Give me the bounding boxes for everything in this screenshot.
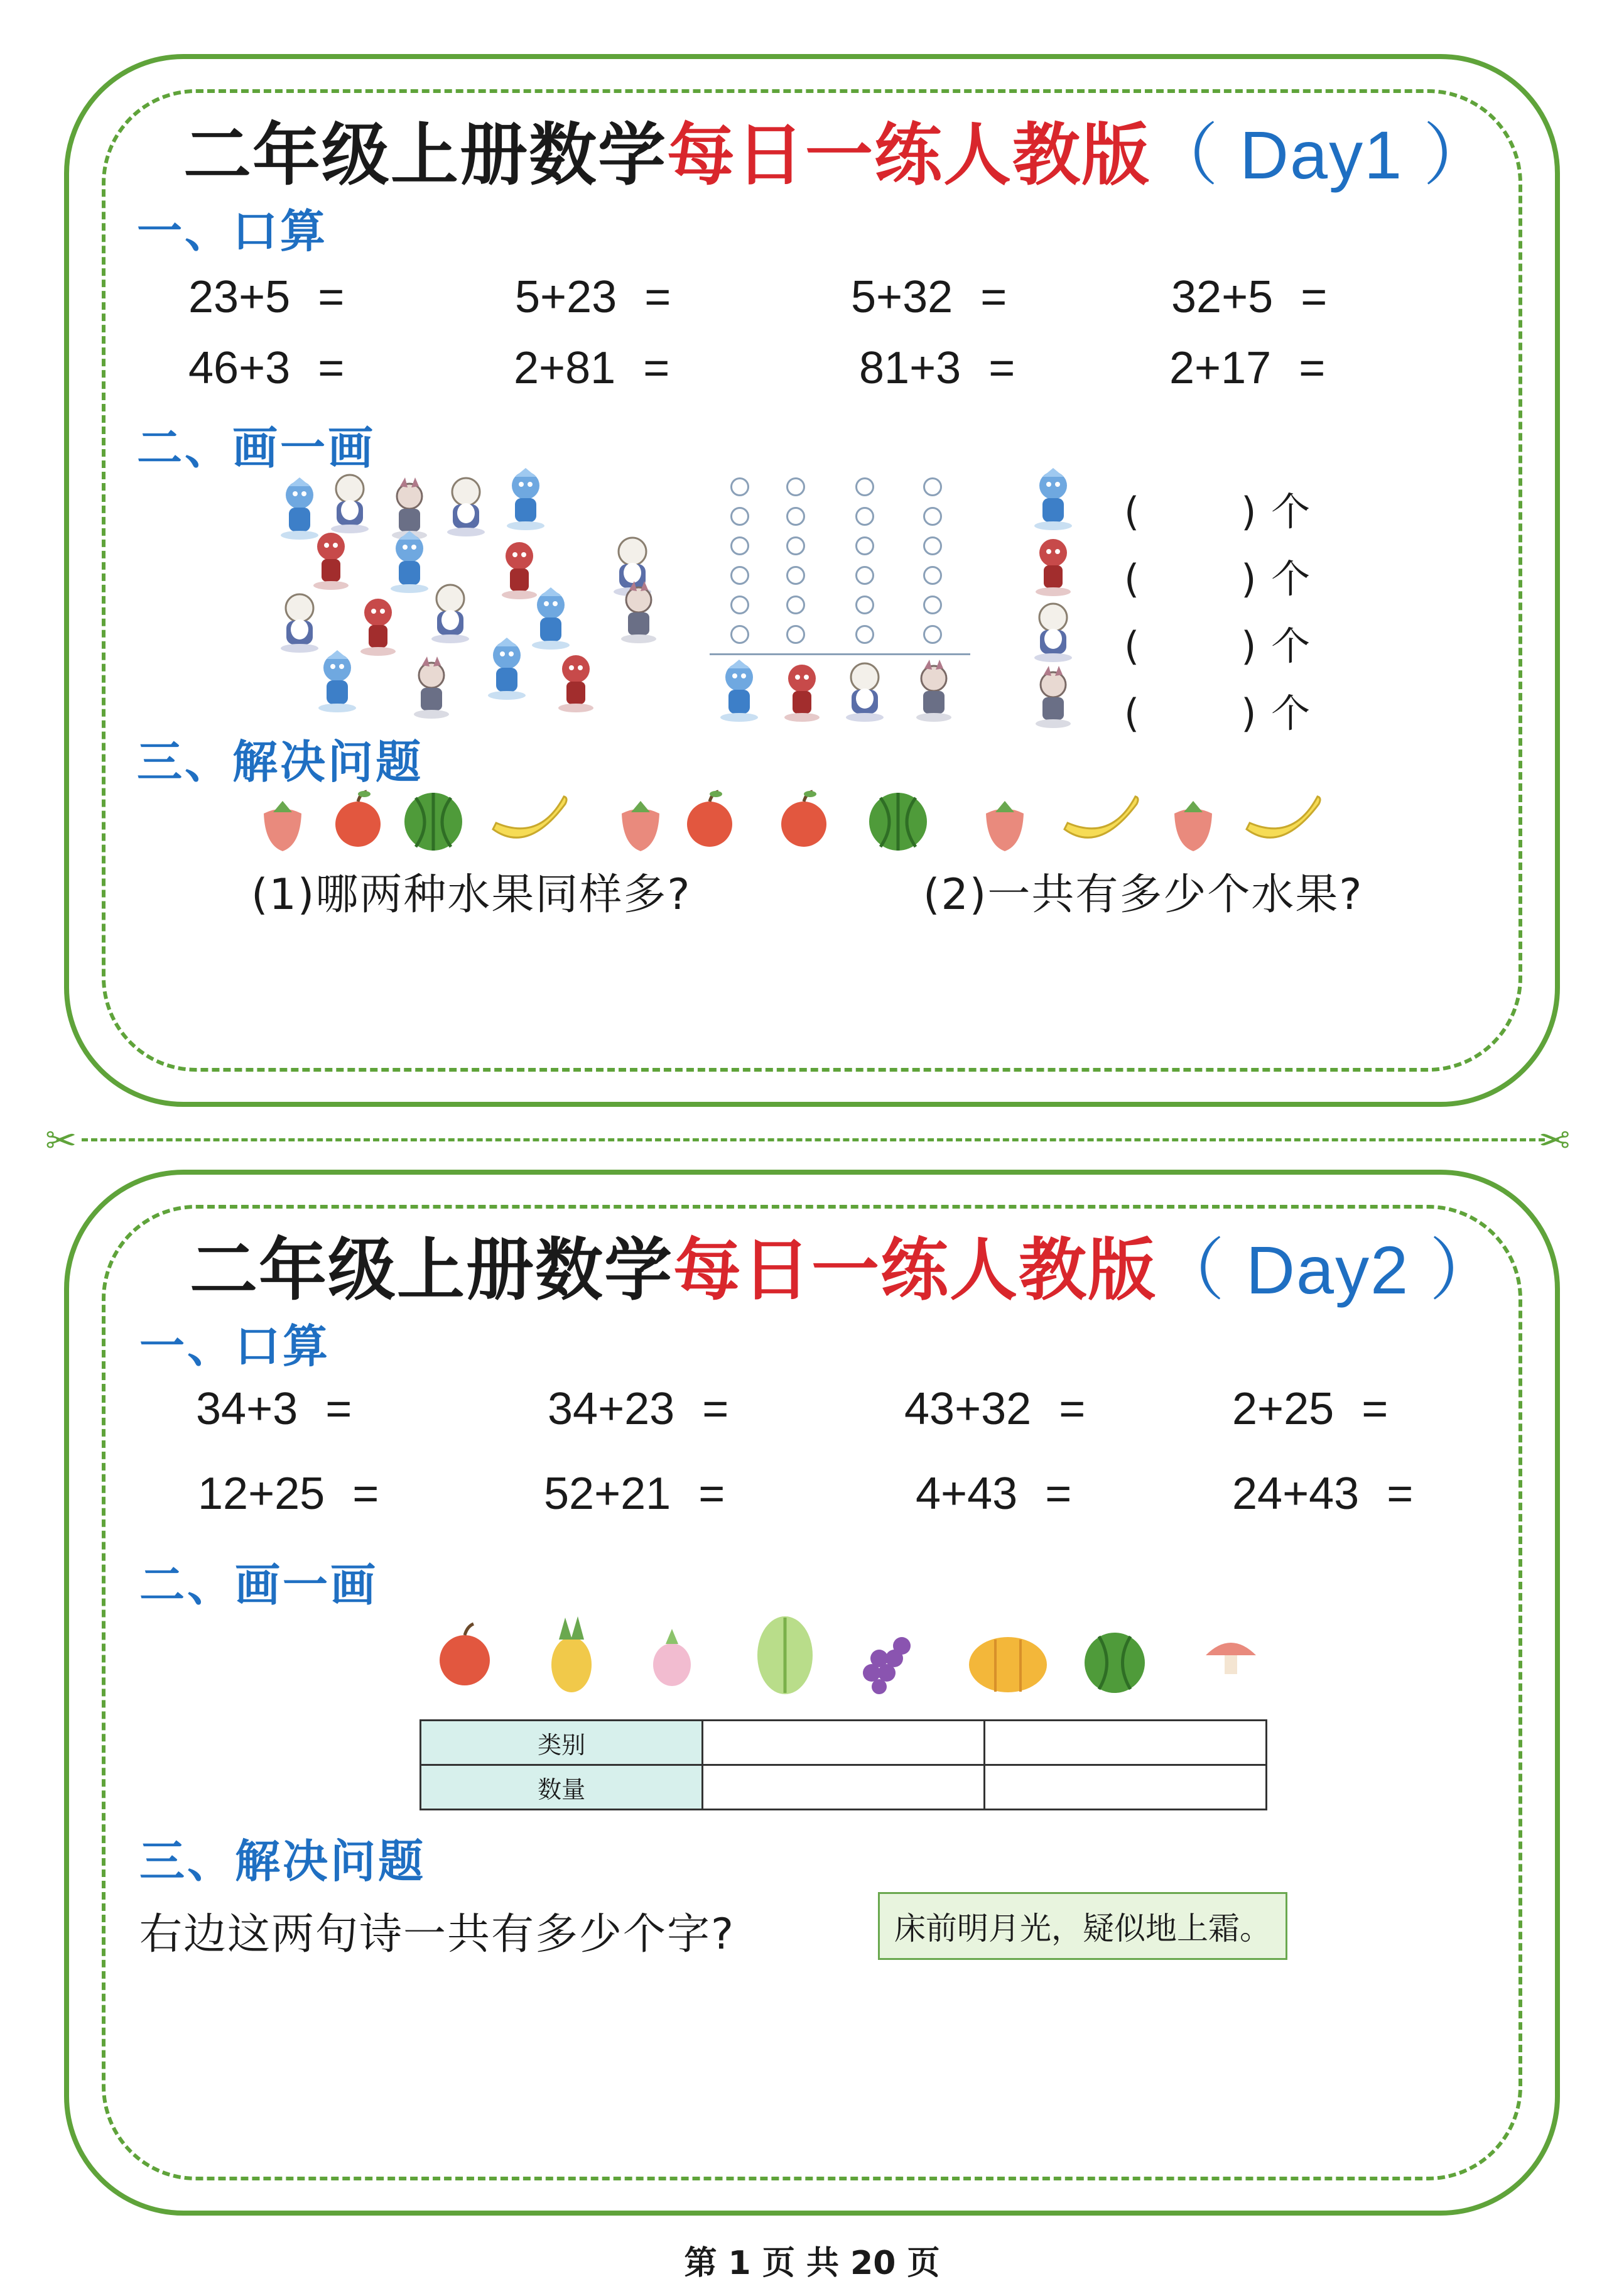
day1-equation: 32+5 = — [1171, 272, 1328, 322]
count-circle[interactable] — [730, 625, 749, 644]
day2-equation: 12+25 = — [198, 1469, 379, 1519]
day2-question: 右边这两句诗一共有多少个字? — [139, 1910, 735, 1959]
day2-equation: 52+21 = — [544, 1469, 725, 1519]
count-circle[interactable] — [786, 536, 805, 555]
count-circle[interactable] — [923, 477, 942, 496]
count-circle[interactable] — [730, 566, 749, 585]
day2-title: 二年级上册数学每日一练人教版（ Day2 ） — [190, 1231, 1499, 1310]
count-circle[interactable] — [786, 477, 805, 496]
count-circle[interactable] — [855, 477, 874, 496]
count-circle[interactable] — [855, 566, 874, 585]
count-circle[interactable] — [855, 536, 874, 555]
count-circle[interactable] — [786, 566, 805, 585]
day1-section-problem: 三、解决问题 — [137, 736, 424, 788]
day1-count-answer-row: ( ) 个 — [1124, 489, 1312, 535]
day1-equation: 23+5 = — [188, 272, 345, 322]
day2-produce-row — [433, 1611, 1262, 1699]
day2-poem-box: 床前明月光，疑似地上霜。 — [878, 1892, 1287, 1960]
scissors-icon: ✂ — [45, 1119, 77, 1163]
count-circle[interactable] — [855, 507, 874, 526]
day2-category-table — [420, 1719, 1267, 1810]
count-circle[interactable] — [923, 507, 942, 526]
day1-character-scatter — [276, 468, 691, 719]
day2-equation: 34+3 = — [196, 1384, 352, 1434]
day1-question-2: (2)一共有多少个水果? — [923, 870, 1363, 920]
table-cell[interactable] — [703, 1721, 985, 1765]
day1-section-draw: 二、画一画 — [137, 422, 376, 474]
count-circle[interactable] — [923, 536, 942, 555]
day1-character-legend — [716, 656, 980, 726]
day1-equation: 5+32 = — [851, 272, 1007, 322]
count-circle[interactable] — [786, 507, 805, 526]
day1-equation: 81+3 = — [859, 343, 1015, 393]
count-circle[interactable] — [855, 625, 874, 644]
table-cell[interactable] — [985, 1721, 1267, 1765]
cabbage-icon — [757, 1616, 813, 1694]
grape-icon — [863, 1637, 911, 1694]
day2-section-draw: 二、画一画 — [139, 1559, 379, 1611]
day2-equation: 43+32 = — [904, 1384, 1086, 1434]
day1-equation: 46+3 = — [188, 343, 345, 393]
day2-equation: 2+25 = — [1232, 1384, 1389, 1434]
day1-count-baseline — [710, 653, 970, 655]
day1-equation: 5+23 = — [515, 272, 671, 322]
count-circle[interactable] — [730, 507, 749, 526]
apple-icon — [440, 1624, 490, 1685]
count-circle[interactable] — [786, 625, 805, 644]
page-footer: 第 1 页 共 20 页 — [684, 2244, 940, 2282]
pumpkin-icon — [969, 1637, 1047, 1692]
table-cell[interactable] — [703, 1765, 985, 1810]
mushroom-icon — [1206, 1643, 1256, 1674]
table-header-quantity: 数量 — [421, 1765, 703, 1810]
count-circle[interactable] — [730, 596, 749, 614]
count-circle[interactable] — [730, 477, 749, 496]
count-circle[interactable] — [786, 596, 805, 614]
count-circle[interactable] — [730, 536, 749, 555]
count-circle[interactable] — [923, 596, 942, 614]
day2-equation: 24+43 = — [1232, 1469, 1414, 1519]
count-circle[interactable] — [923, 566, 942, 585]
radish-icon — [653, 1629, 691, 1686]
count-circle[interactable] — [855, 596, 874, 614]
day1-count-answer-row: ( ) 个 — [1124, 690, 1312, 736]
day1-equation: 2+17 = — [1169, 343, 1326, 393]
scissors-icon: ✂ — [1539, 1119, 1571, 1163]
count-circle[interactable] — [923, 625, 942, 644]
day2-equation: 34+23 = — [548, 1384, 729, 1434]
pineapple-icon — [551, 1616, 592, 1692]
day2-equation: 4+43 = — [916, 1469, 1072, 1519]
day1-count-answer-row: ( ) 个 — [1124, 623, 1312, 669]
day1-character-column — [1024, 468, 1093, 732]
watermelon-icon — [1085, 1633, 1145, 1693]
day1-fruit-row — [251, 785, 1338, 861]
day1-title: 二年级上册数学每日一练人教版（ Day1 ） — [183, 116, 1493, 195]
day1-question-1: (1)哪两种水果同样多? — [251, 870, 691, 920]
day1-equation: 2+81 = — [514, 343, 670, 393]
day2-section-mental-math: 一、口算 — [139, 1320, 331, 1373]
day1-count-answer-row: ( ) 个 — [1124, 556, 1312, 602]
day1-section-mental-math: 一、口算 — [137, 205, 328, 258]
table-header-category: 类别 — [421, 1721, 703, 1765]
table-cell[interactable] — [985, 1765, 1267, 1810]
cut-line — [82, 1138, 1545, 1141]
day2-section-problem: 三、解决问题 — [139, 1835, 426, 1888]
